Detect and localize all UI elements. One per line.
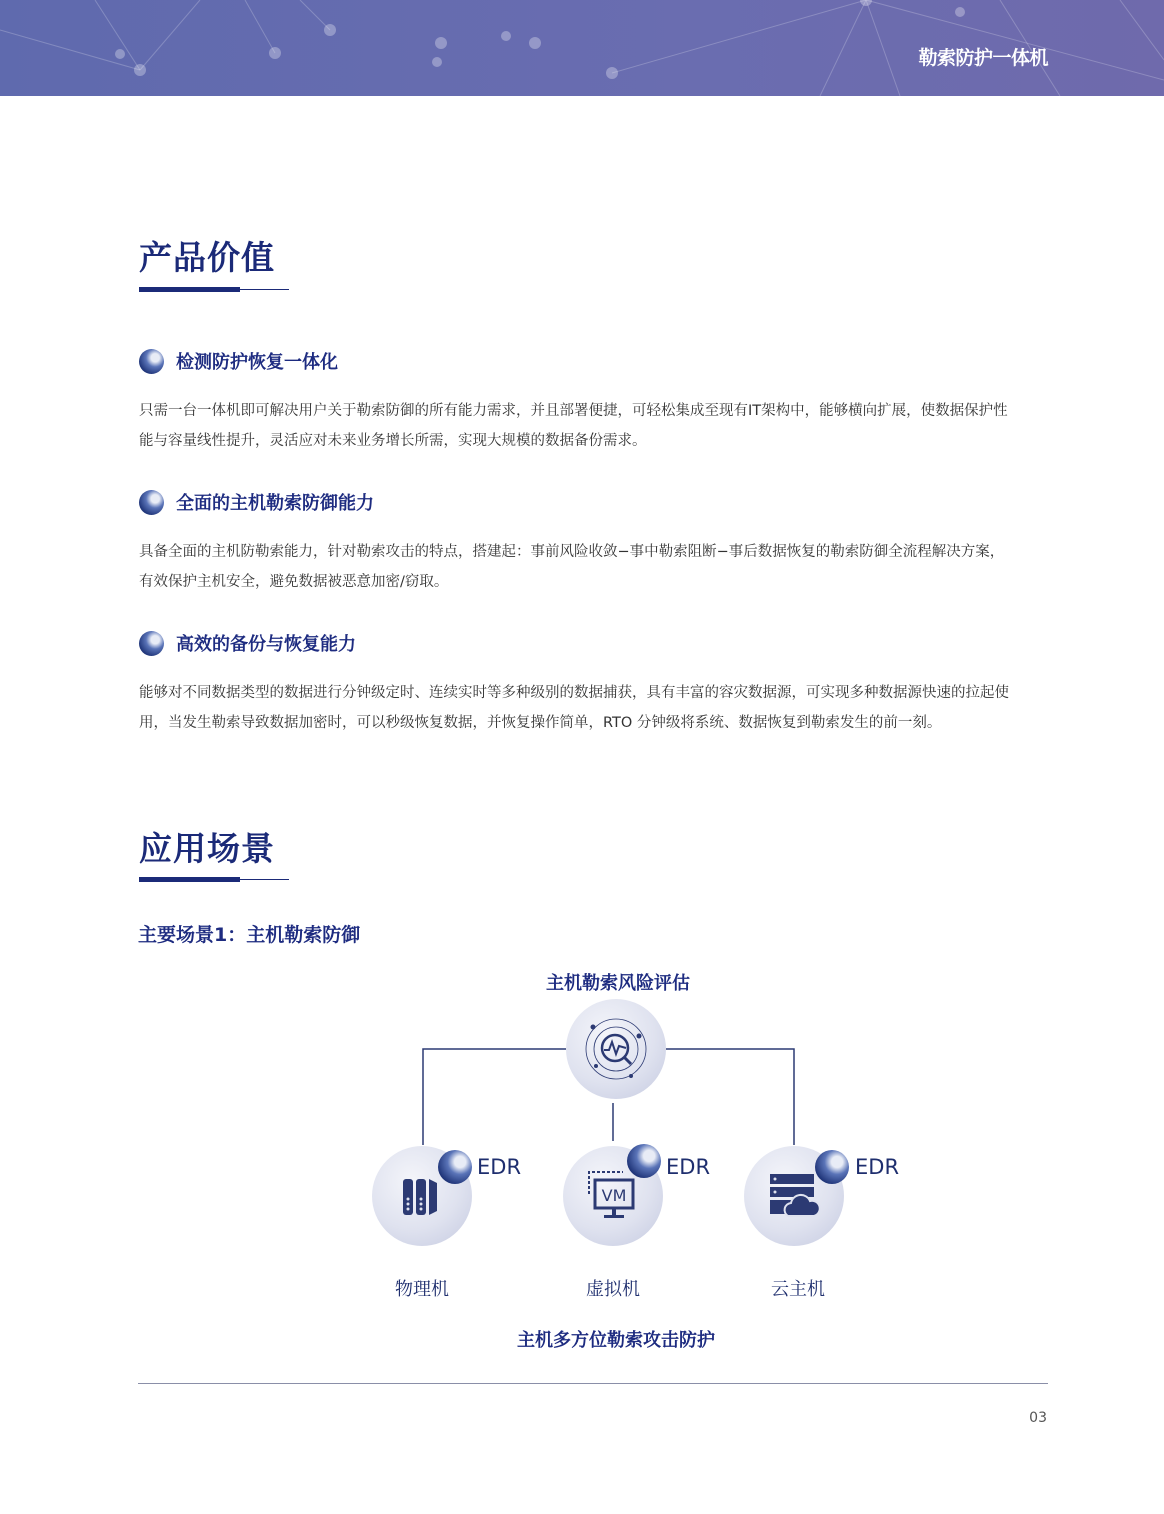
text-line: 有效保护主机安全，避免数据被恶意加密/窃取。: [139, 574, 449, 590]
section-title-product-value: 产品价值: [139, 238, 275, 277]
feature-heading-text: 高效的备份与恢复能力: [176, 634, 356, 655]
edr-globe-icon: [438, 1150, 472, 1184]
diagram-top-label: 主机勒索风险评估: [546, 973, 690, 994]
section-title-scenarios: 应用场景: [139, 829, 275, 868]
cloud-server-icon: [764, 1166, 824, 1226]
feature-heading-text: 全面的主机勒索防御能力: [176, 493, 374, 514]
node-label: 虚拟机: [586, 1279, 640, 1300]
risk-analysis-icon: [581, 1014, 651, 1084]
scenario-heading: 主要场景1：主机勒索防御: [138, 924, 361, 946]
text-line: 能与容量线性提升，灵活应对未来业务增长所需，实现大规模的数据备份需求。: [139, 433, 647, 449]
edr-globe-icon: [627, 1144, 661, 1178]
header-brand: 勒索防护一体机: [918, 47, 1048, 69]
edr-label: EDR: [855, 1155, 900, 1179]
text-line: 用，当发生勒索导致数据加密时，可以秒级恢复数据，并恢复操作简单，RTO 分钟级将系统、数据恢复到勒索发生的前一刻。: [139, 715, 942, 731]
edr-globe-icon: [815, 1150, 849, 1184]
text-line: 具备全面的主机防勒索能力，针对勒索攻击的特点，搭建起：事前风险收敛−事中勒索阻断−事后数据恢复的勒索防御全流程解决方案，: [139, 544, 1005, 560]
text-line: 能够对不同数据类型的数据进行分钟级定时、连续实时等多种级别的数据捕获，具有丰富的容灾数据源，可实现多种数据源快速的拉起使: [139, 685, 1009, 701]
diagram-bottom-label: 主机多方位勒索攻击防护: [517, 1330, 715, 1351]
page-number: 03: [1029, 1410, 1047, 1426]
text-line: 只需一台一体机即可解决用户关于勒索防御的所有能力需求，并且部署便捷，可轻松集成至现有IT架构中，能够横向扩展，使数据保护性: [139, 403, 1008, 419]
server-rack-icon: [397, 1171, 447, 1221]
node-label: 云主机: [771, 1279, 825, 1300]
feature-heading-text: 检测防护恢复一体化: [176, 352, 338, 373]
footer-divider: [138, 1383, 1048, 1384]
node-label: 物理机: [395, 1279, 449, 1300]
edr-label: EDR: [666, 1155, 711, 1179]
risk-assessment-node: [566, 999, 666, 1099]
edr-label: EDR: [477, 1155, 522, 1179]
vm-text: VM: [601, 1186, 627, 1205]
